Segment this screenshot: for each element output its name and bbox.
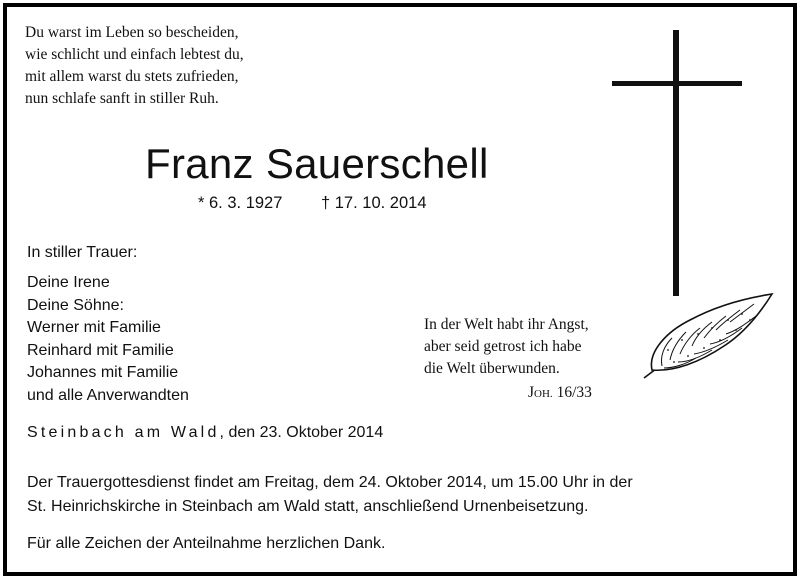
mourner-line: Werner mit Familie <box>27 319 161 336</box>
service-notice <box>27 471 633 519</box>
mourner-line: Deine Söhne: <box>27 296 124 314</box>
verse-ref-initial: J <box>528 384 535 401</box>
poem-line: nun schlafe sanft in stiller Ruh. <box>25 90 219 107</box>
verse-line: die Welt überwunden. <box>424 360 560 377</box>
poem <box>25 22 244 110</box>
verse-reference <box>528 384 592 402</box>
service-line: Der Trauergottesdienst findet am Freitag, dem 24. Oktober 2014, um 15.00 Uhr in der <box>27 474 633 491</box>
place-town: Steinbach am Wald <box>27 424 220 441</box>
mourners-heading: In stiller Trauer: <box>27 244 138 261</box>
mourners-list <box>27 272 189 407</box>
verse-ref-number: 16/33 <box>552 384 592 401</box>
verse-line: aber seid getrost ich habe <box>424 338 582 355</box>
birth-date: * 6. 3. 1927 <box>198 194 283 212</box>
leaf-icon <box>638 290 778 385</box>
cross-icon <box>612 30 747 296</box>
poem-line: wie schlicht und einfach lebtest du, <box>25 46 244 63</box>
poem-line: Du warst im Leben so bescheiden, <box>25 24 239 41</box>
poem-line: mit allem warst du stets zufrieden, <box>25 68 239 85</box>
mourner-line: Deine Irene <box>27 274 110 291</box>
thanks-line: Für alle Zeichen der Anteilnahme herzlichen Dank. <box>27 535 386 552</box>
verse-line: In der Welt habt ihr Angst, <box>424 316 589 333</box>
mourner-line: Reinhard mit Familie <box>27 341 174 359</box>
death-date: † 17. 10. 2014 <box>321 194 427 212</box>
life-dates <box>198 194 427 213</box>
service-line: St. Heinrichskirche in Steinbach am Wald statt, anschließend Urnenbeisetzung. <box>27 498 589 515</box>
place-date-text: , den 23. Oktober 2014 <box>219 424 384 441</box>
verse-ref-book: OH. <box>534 388 553 400</box>
place-date <box>27 424 383 442</box>
mourner-line: und alle Anverwandten <box>27 386 189 404</box>
mourner-line: Johannes mit Familie <box>27 364 179 381</box>
deceased-name: Franz Sauerschell <box>145 140 489 187</box>
bible-verse <box>424 314 589 380</box>
